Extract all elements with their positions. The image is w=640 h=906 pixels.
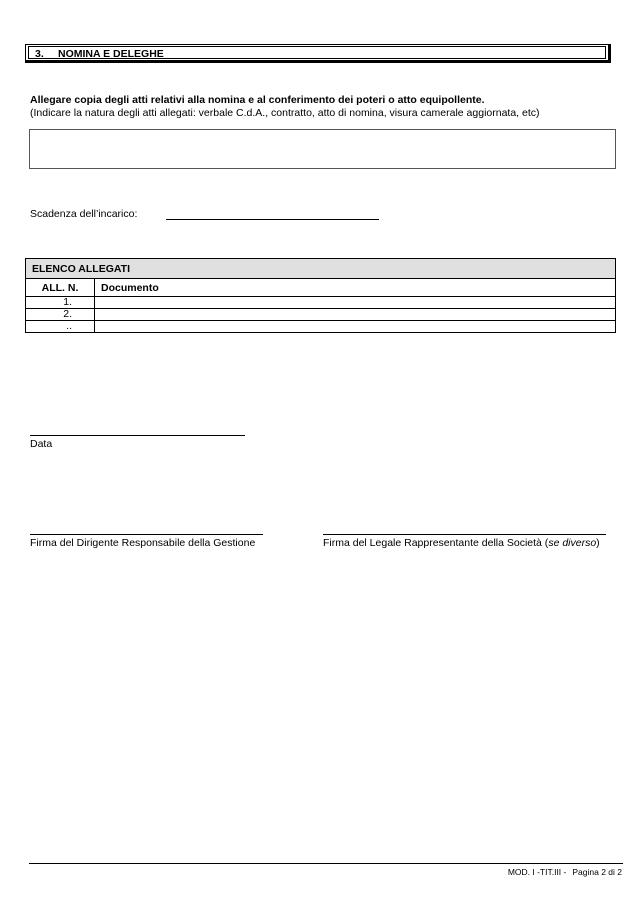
footer-form-code: MOD. I -TIT.III - (507, 867, 567, 877)
legal-rep-signature-label (323, 537, 600, 549)
section-header-inner (28, 46, 606, 59)
column-header-num: ALL. N. (26, 279, 95, 297)
section-title: NOMINA E DELEGHE (58, 48, 164, 60)
row-document-cell[interactable] (95, 297, 616, 309)
footer-page-number: Pagina 2 di 2 (572, 867, 622, 877)
legal-rep-label-close: ) (596, 537, 600, 549)
allegati-header-row (26, 279, 616, 297)
table-row (26, 309, 616, 321)
table-row (26, 297, 616, 309)
scadenza-field[interactable] (166, 219, 379, 220)
row-number: 2. (26, 309, 95, 321)
legal-rep-signature-line[interactable] (323, 534, 606, 535)
row-document-cell[interactable] (95, 309, 616, 321)
footer-divider (29, 863, 623, 864)
manager-signature-label: Firma del Dirigente Responsabile della Gestione (30, 537, 256, 549)
section-number: 3. (35, 48, 44, 60)
table-row (26, 321, 616, 333)
legal-rep-label-main: Firma del Legale Rappresentante della Società ( (323, 537, 549, 549)
row-number: .. (26, 321, 95, 333)
footer (508, 867, 622, 877)
row-number: 1. (26, 297, 95, 309)
row-document-cell[interactable] (95, 321, 616, 333)
scadenza-label: Scadenza dell’incarico: (30, 208, 138, 220)
allegati-title: ELENCO ALLEGATI (26, 259, 616, 279)
column-header-documento: Documento (95, 279, 616, 297)
allegati-title-row (26, 259, 616, 279)
date-signature-line[interactable] (30, 435, 245, 436)
section-header (25, 44, 611, 63)
allegati-table (25, 258, 616, 333)
documents-nature-textbox[interactable] (29, 129, 616, 169)
instructions-bold: Allegare copia degli atti relativi alla nomina e al conferimento dei poteri o atto equipollente. (30, 94, 485, 106)
legal-rep-label-italic: se diverso (548, 537, 597, 549)
instructions-note: (Indicare la natura degli atti allegati: verbale C.d.A., contratto, atto di nomina, visura camerale aggiornata, etc) (30, 107, 540, 119)
date-label: Data (30, 438, 53, 450)
manager-signature-line[interactable] (30, 534, 263, 535)
